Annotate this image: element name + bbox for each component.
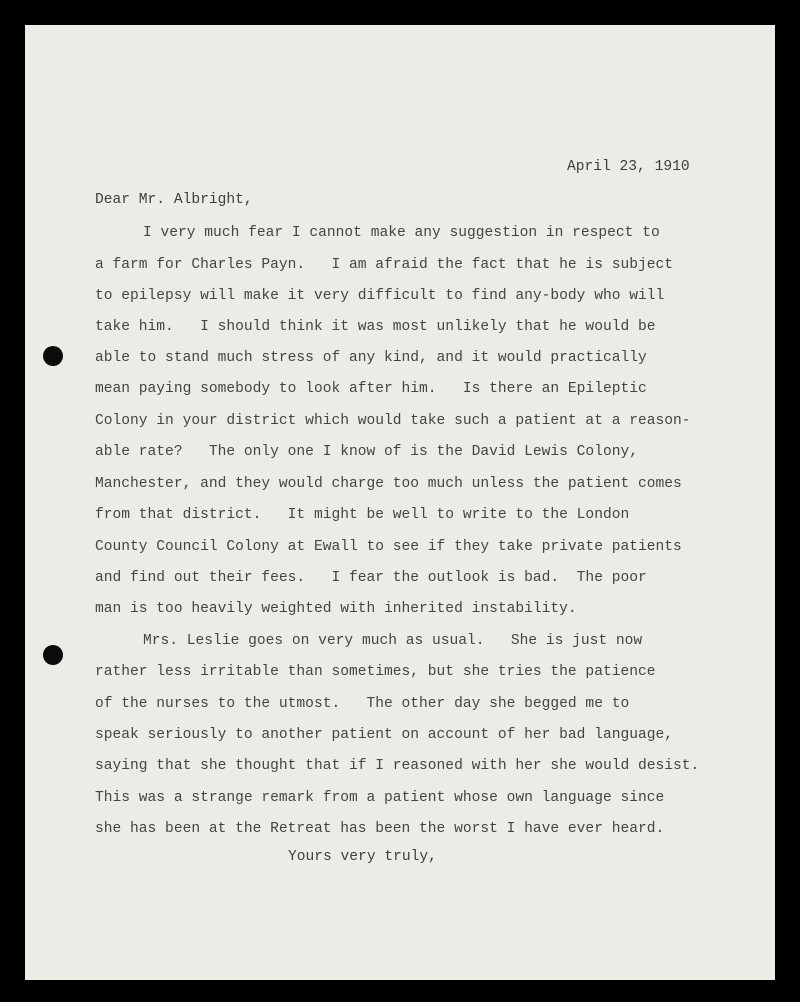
- body-line: mean paying somebody to look after him. Is there an Epileptic: [95, 381, 647, 397]
- body-line: saying that she thought that if I reasoned with her she would desist.: [95, 758, 700, 774]
- body-line: able to stand much stress of any kind, and it would practically: [95, 350, 647, 366]
- body-line: Mrs. Leslie goes on very much as usual. She is just now: [143, 633, 643, 649]
- body-line: man is too heavily weighted with inherited instability.: [95, 601, 577, 617]
- body-line: This was a strange remark from a patient whose own language since: [95, 790, 665, 806]
- body-line: speak seriously to another patient on account of her bad language,: [95, 727, 674, 743]
- body-line: to epilepsy will make it very difficult to find any-body who will: [95, 288, 665, 304]
- body-line: Colony in your district which would take such a patient at a reason-: [95, 413, 691, 429]
- body-line: of the nurses to the utmost. The other day she begged me to: [95, 696, 630, 712]
- body-line: she has been at the Retreat has been the worst I have ever heard.: [95, 821, 665, 837]
- body-line: able rate? The only one I know of is the David Lewis Colony,: [95, 444, 638, 460]
- letter-date: April 23, 1910: [567, 159, 690, 175]
- body-line: a farm for Charles Payn. I am afraid the fact that he is subject: [95, 257, 674, 273]
- body-line: from that district. It might be well to write to the London: [95, 507, 630, 523]
- body-line: County Council Colony at Ewall to see if they take private patients: [95, 539, 682, 555]
- body-line: Manchester, and they would charge too much unless the patient comes: [95, 476, 682, 492]
- body-line: rather less irritable than sometimes, but she tries the patience: [95, 664, 656, 680]
- closing: Yours very truly,: [288, 849, 437, 865]
- punch-hole: [43, 645, 63, 665]
- body-line: take him. I should think it was most unlikely that he would be: [95, 319, 656, 335]
- body-line: and find out their fees. I fear the outlook is bad. The poor: [95, 570, 647, 586]
- salutation: Dear Mr. Albright,: [95, 192, 253, 208]
- punch-hole: [43, 346, 63, 366]
- body-line: I very much fear I cannot make any suggestion in respect to: [143, 225, 660, 241]
